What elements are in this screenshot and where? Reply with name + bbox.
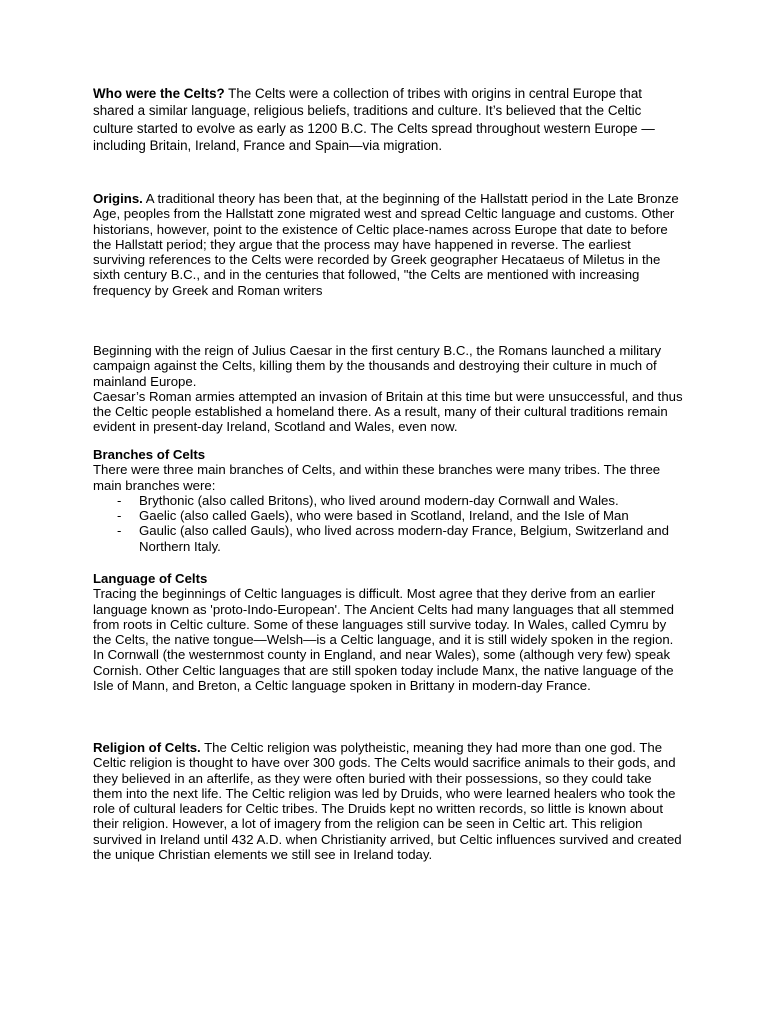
branches-heading: Branches of Celts bbox=[93, 447, 206, 462]
list-bullet: - bbox=[117, 492, 122, 508]
intro-paragraph bbox=[93, 85, 683, 154]
romans-paragraph-2: Caesar’s Roman armies attempted an invasion of Britain at this time but were unsuccessful, and thus the Celtic people established a homeland there. As a result, many of their cultural traditions remain evident in present-day Ireland, Scotland and Wales, even now. bbox=[93, 388, 683, 435]
romans-section bbox=[93, 343, 683, 435]
origins-lead: Origins. bbox=[93, 191, 143, 206]
list-item bbox=[93, 523, 683, 554]
intro-section bbox=[93, 85, 683, 154]
religion-text: The Celtic religion was polytheistic, meaning they had more than one god. The Celtic religion is thought to have over 300 gods. The Celts would sacrifice animals to their gods, and they believed in an afterlife, as they were often buried with their possessions, so they could take them into the next life. The Celtic religion was led by Druids, who were learned healers who took the role of cultural leaders for Celtic tribes. The Druids kept no written records, so little is known about their religion. However, a lot of imagery from the religion can be seen in Celtic art. This religion survived in Ireland until 432 A.D. when Christianity arrived, but Celtic influences survived and created the unique Christian elements we still see in Ireland today. bbox=[93, 740, 682, 863]
language-paragraph: Tracing the beginnings of Celtic languages is difficult. Most agree that they derive from an earlier language known as 'proto-Indo-European'. The Ancient Celts had many languages that all stemmed from roots in Celtic culture. Some of these languages still survive today. In Wales, called Cymru by the Celts, the native tongue—Welsh—is a Celtic language, and it is still widely spoken in the region. In Cornwall (the westernmost county in England, and near Wales), some (although very few) speak Cornish. Other Celtic languages that are still spoken today include Manx, the native language of the Isle of Mann, and Breton, a Celtic language spoken in Brittany in modern-day France. bbox=[93, 586, 675, 694]
list-item-text: Gaulic (also called Gauls), who lived across modern-day France, Belgium, Switzerland and Northern Italy. bbox=[139, 523, 669, 554]
language-section bbox=[93, 571, 683, 693]
list-item bbox=[93, 493, 683, 508]
religion-lead: Religion of Celts. bbox=[93, 740, 201, 755]
language-heading: Language of Celts bbox=[93, 571, 208, 586]
religion-section bbox=[93, 740, 683, 862]
origins-section bbox=[93, 191, 683, 298]
intro-text: The Celts were a collection of tribes with origins in central Europe that shared a similar language, religious beliefs, traditions and culture. It’s believed that the Celtic culture started to evolve as early as 1200 B.C. The Celts spread throughout western Europe —including Britain, Ireland, France and Spain—via migration. bbox=[93, 86, 655, 153]
branches-section bbox=[93, 447, 683, 554]
list-bullet: - bbox=[117, 523, 122, 539]
list-bullet: - bbox=[117, 508, 122, 524]
romans-paragraph-1: Beginning with the reign of Julius Caesar in the first century B.C., the Romans launched a military campaign against the Celts, killing them by the thousands and destroying their culture in much of mainland Europe. bbox=[93, 343, 662, 389]
list-item-text: Gaelic (also called Gaels), who were based in Scotland, Ireland, and the Isle of Man bbox=[139, 508, 629, 524]
list-item-text: Brythonic (also called Britons), who lived around modern-day Cornwall and Wales. bbox=[139, 492, 619, 508]
origins-paragraph bbox=[93, 191, 683, 298]
list-item bbox=[93, 508, 683, 523]
branches-intro: There were three main branches of Celts, and within these branches were many tribes. The three main branches were: bbox=[93, 462, 661, 493]
intro-lead: Who were the Celts? bbox=[93, 86, 225, 101]
branches-list bbox=[93, 493, 683, 554]
origins-text: A traditional theory has been that, at the beginning of the Hallstatt period in the Late Bronze Age, peoples from the Hallstatt zone migrated west and spread Celtic language and customs. Other historians, however, point to the existence of Celtic place-names across Europe that date to before the Hallstatt period; they argue that the process may have happened in reverse. The earliest surviving references to the Celts were recorded by Greek geographer Hecataeus of Miletus in the sixth century B.C., and in the centuries that followed, "the Celts are mentioned with increasing frequency by Greek and Roman writers bbox=[93, 191, 679, 298]
religion-paragraph bbox=[93, 740, 683, 862]
